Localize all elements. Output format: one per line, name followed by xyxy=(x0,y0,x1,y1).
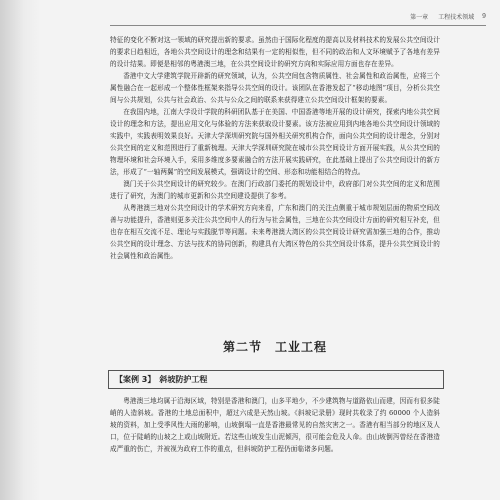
case-title: 斜坡防护工程 xyxy=(159,375,208,384)
case-title-box xyxy=(108,370,444,389)
header-chapter-title: 工程技术领域 xyxy=(438,13,475,21)
paragraph: 香港中文大学建筑学院开辟新的研究领域，认为，公共空间包含物质属性、社会属性和政治属性，应将三个属性融合在一起形成一个整体性框架来指导公共空间的设计。该团队在香港发起了“移动地图”项目，分析公共空间与公共规划，公共与社会政治、公共与公众之间的联系来获得建立公共空间设计框架的要素。 xyxy=(110,72,440,104)
paragraph: 澳门关于公共空间设计的研究较少。在澳门行政部门委托的规划设计中，政府部门对公共空间的定义和范围进行了研究，为澳门的城市更新和公共空间建设提供了参考。 xyxy=(110,180,440,200)
section-heading: 第二节 工业工程 xyxy=(222,340,327,354)
case-text xyxy=(110,395,440,455)
paragraph: 特征的变化不断对这一领域的研究提出新的要求。虽然由于国际化程度的提高以及材料技术的发展公共空间设计的要求日趋相近，各地公共空间设计的理念和结果有一定的相似性，但不同的政治和人文环境赋予了各地有差异的设计结果。即便是相邻的粤港澳三地，在公共空间设计的研究方向和实际应用方面也存在差异。 xyxy=(110,36,440,68)
case-paragraph: 粤港澳三地均属于沿海区域，特别是香港和澳门，山多平地少，不少建筑物与道路依山而建，因而有很多陡峭的人造斜坡。香港的土地总面积中，超过六成是天然山坡。《斜坡记录册》现时共收录了约 60000 个人造斜坡的资料，加上受季风性大雨的影响，山坡倒塌一直是香港最常见的自然灾害之一。香港有相当部分的地区及人口，位于陡峭的山坡之上或山坡附近。若这些山坡发生山泥倾泻，很可能会危及人命。由山坡倒泻曾经在香港造成严重的伤亡，并被视为政府工作的重点，但斜坡防护工程仍面临诸多问题。 xyxy=(110,397,440,453)
case-tag: 【案例 3】 xyxy=(115,375,156,384)
page-gutter-shadow xyxy=(0,0,40,500)
header-rule xyxy=(110,25,486,26)
page-number: 9 xyxy=(482,12,486,20)
paragraph: 在我国内地，江南大学设计学院的科研团队基于在美国、中国香港等地开展的设计研究，探索内地公共空间设计的理念和方法，提出应用文化与体验的方法来获取设计要素。该方法被应用到内地各地公共空间设计领域的实践中，实践表明效果良好。天津大学深圳研究院与国外相关研究机构合作，面向公共空间的设计理念，分别对公共空间的定义和范围进行了重新梳理。天津大学深圳研究院在城市公共空间设计方面开展实践，从公共空间的物理环境和社会环境入手，采用多维度多要素融合的方法开展实践研究，在此基础上提出了公共空间设计的新方法，形成了“一轴两翼”的空间发展模式，强调设计的空间、形态和功能相结合的特点。 xyxy=(110,108,440,176)
paragraph: 从粤港澳三地对公共空间设计的学术研究方向来看，广东和澳门的关注点侧重于城市规划层面的物质空间改善与功能提升，香港则更多关注公共空间中人的行为与社会属性，三地在公共空间设计方面的研究相互补充，但也存在相互交流不足、理论与实践脱节等问题。未来粤港澳大湾区的公共空间设计研究需加强三地的合作，推动公共空间的设计理念、方法与技术的协同创新，构建具有大湾区特色的公共空间设计体系，提升公共空间设计的社会属性和政治属性。 xyxy=(110,204,440,260)
running-header xyxy=(60,8,486,24)
header-chapter: 第一章 xyxy=(410,13,429,21)
main-text xyxy=(110,34,440,262)
